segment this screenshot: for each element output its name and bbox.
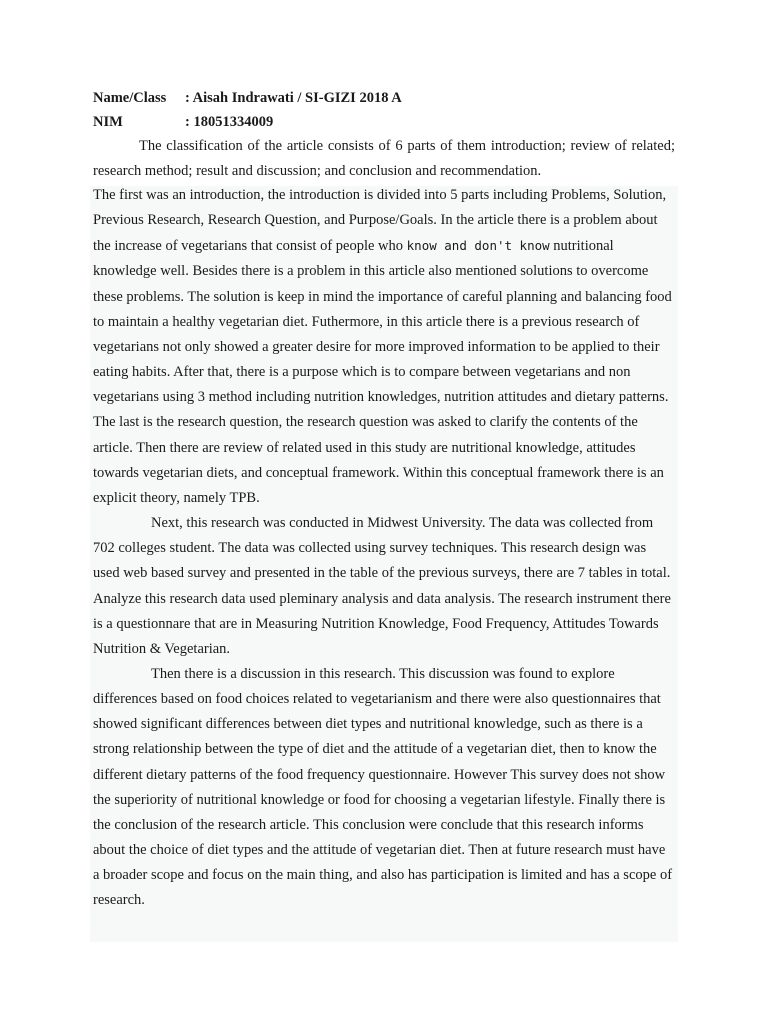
introduction-paragraph [93,183,675,511]
introduction-mono-text: know and don't know [406,238,550,254]
name-class-value: : Aisah Indrawati / SI-GIZI 2018 A [185,90,402,106]
method-paragraph: Next, this research was conducted in Midwest University. The data was collected from 702 colleges student. The data was collected using survey techniques. This research design was used web based survey and presented in the table of the previous surveys, there are 7 tables in total. Analyze this research data used pleminary analysis and data analysis. The research instrument there is a questionnare that are in Measuring Nutrition Knowledge, Food Frequency, Attitudes Towards Nutrition & Vegetarian. [93,515,671,657]
article-summary-body [93,183,675,914]
introduction-text-part1: The first was an introduction, the introduction is divided into 5 parts including Problems, Solution, Previous Research, Research Question, and Purpose/Goals. In the article there is a problem about the increase of vegetarians that consist of people who [93,187,667,255]
discussion-paragraph: Then there is a discussion in this research. This discussion was found to explore differences based on food choices related to vegetarianism and there were also questionnaires that showed significant differences between diet types and nutritional knowledge, such as there is a strong relationship between the type of diet and the attitude of a vegetarian diet, then to know the different dietary patterns of the food frequency questionnaire. However This survey does not show the superiority of nutritional knowledge or food for choosing a vegetarian lifestyle. Finally there is the conclusion of the research article. This conclusion were conclude that this research informs about the choice of diet types and the attitude of vegetarian diet. Then at future research must have a broader scope and focus on the main thing, and also has participation is limited and has a scope of research. [93,665,673,909]
name-class-label: Name/Class [93,90,167,106]
nim-label: NIM [93,114,123,130]
name-class-row [93,86,683,110]
nim-row [93,110,683,134]
introduction-text-part2: nutritional knowledge well. Besides there is a problem in this article also mentioned solutions to overcome these problems. The solution is keep in mind the importance of careful planning and balancing food to maintain a healthy vegetarian diet. Futhermore, in this article there is a previous research of vegetarians not only showed a greater desire for more improved information to be applied to their eating habits. After that, there is a purpose which is to compare between vegetarians and non vegetarians using 3 method including nutrition knowledges, nutrition attitudes and dietary patterns. The last is the research question, the research question was asked to clarify the contents of the article. Then there are review of related used in this study are nutritional knowledge, attitudes towards vegetarian diets, and conceptual framework. Within this conceptual framework there is an explicit theory, namely TPB. [93,238,672,506]
student-header [93,86,683,134]
nim-value: : 18051334009 [185,114,274,130]
classification-paragraph: The classification of the article consists of 6 parts of them introduction; review of related; research method; result and discussion; and conclusion and recommendation. [93,138,675,179]
